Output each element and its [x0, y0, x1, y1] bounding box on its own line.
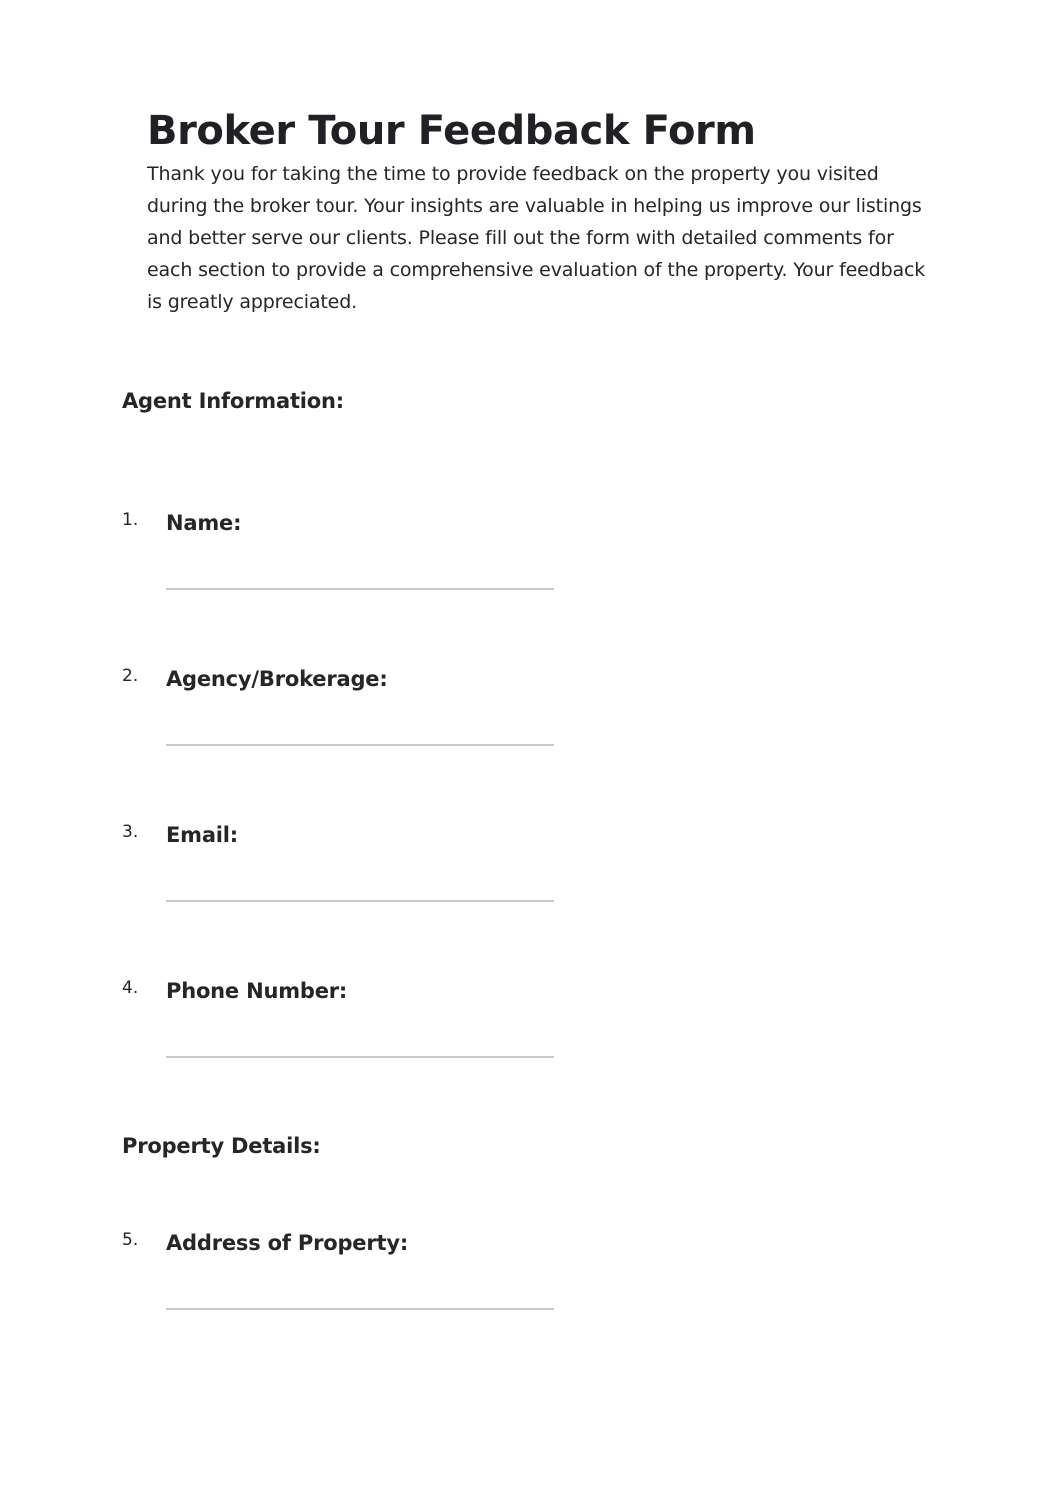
section-heading-agent-information: Agent Information: [122, 389, 344, 413]
field-number: 4. [122, 978, 139, 998]
field-number: 5. [122, 1230, 139, 1250]
field-name [122, 508, 562, 608]
agency-brokerage-input-line[interactable] [166, 744, 554, 746]
name-input-line[interactable] [166, 588, 554, 590]
field-address-of-property [122, 1228, 562, 1328]
address-of-property-input-line[interactable] [166, 1308, 554, 1310]
field-number: 1. [122, 510, 139, 530]
field-label-phone-number: Phone Number: [166, 979, 348, 1003]
field-email [122, 820, 562, 920]
field-number: 2. [122, 666, 139, 686]
field-label-agency-brokerage: Agency/Brokerage: [166, 667, 388, 691]
field-label-address-of-property: Address of Property: [166, 1231, 409, 1255]
field-label-email: Email: [166, 823, 238, 847]
form-intro: Thank you for taking the time to provide feedback on the property you visited during the broker tour. Your insights are valuable in helping us improve our listings and better serve our clients. Please fill out the form with detailed comments for each section to provide a comprehensive evaluation of the property. Your feedback is greatly appreciated. [147, 163, 926, 313]
section-heading-property-details: Property Details: [122, 1134, 321, 1158]
email-input-line[interactable] [166, 900, 554, 902]
form-title: Broker Tour Feedback Form [147, 108, 756, 154]
field-agency-brokerage [122, 664, 562, 764]
field-number: 3. [122, 822, 139, 842]
phone-number-input-line[interactable] [166, 1056, 554, 1058]
field-phone-number [122, 976, 562, 1076]
field-label-name: Name: [166, 511, 242, 535]
